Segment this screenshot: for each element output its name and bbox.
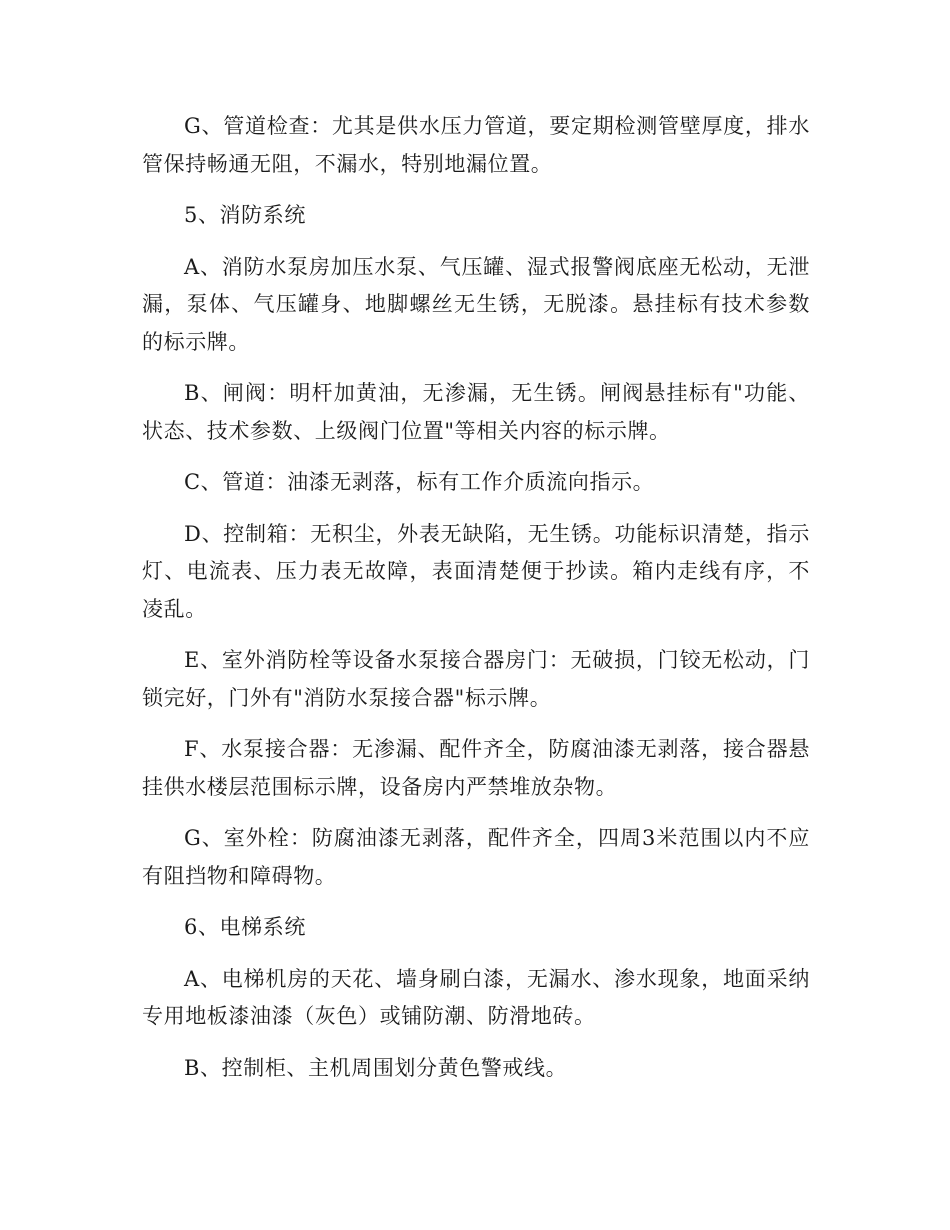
- paragraph-warning-line: B、控制柜、主机周围划分黄色警戒线。: [184, 1055, 568, 1080]
- paragraph-pipe-inspection: G、管道检查：尤其是供水压力管道，要定期检测管壁厚度，排水管保持畅通无阻，不漏水，特别地漏位置。: [142, 114, 810, 176]
- paragraph-fire-pump-room: A、消防水泵房加压水泵、气压罐、湿式报警阀底座无松动，无泄漏，泵体、气压罐身、地脚螺丝无生锈，无脱漆。悬挂标有技术参数的标示牌。: [142, 254, 810, 354]
- paragraph-elevator-machine-room: A、电梯机房的天花、墙身刷白漆，无漏水、渗水现象，地面采纳专用地板漆油漆（灰色）或铺防潮、防滑地砖。: [142, 966, 810, 1028]
- paragraph-pipes: C、管道：油漆无剥落，标有工作介质流向指示。: [184, 470, 655, 494]
- heading-elevator-system: 6、电梯系统: [184, 915, 306, 939]
- paragraph-control-box: D、控制箱：无积尘，外表无缺陷，无生锈。功能标识清楚，指示灯、电流表、压力表无故障，表面清楚便于抄读。箱内走线有序，不凌乱。: [142, 521, 810, 621]
- paragraph-outdoor-hydrant-door: E、室外消防栓等设备水泵接合器房门：无破损，门铰无松动，门锁完好，门外有"消防水泵接合器"标示牌。: [142, 648, 810, 710]
- paragraph-gate-valve: B、闸阀：明杆加黄油，无渗漏，无生锈。闸阀悬挂标有"功能、状态、技术参数、上级阀门位置"等相关内容的标示牌。: [142, 381, 810, 443]
- paragraph-pump-adapter: F、水泵接合器：无渗漏、配件齐全，防腐油漆无剥落，接合器悬挂供水楼层范围标示牌，设备房内严禁堆放杂物。: [142, 737, 810, 799]
- document-body: [142, 108, 810, 1101]
- paragraph-outdoor-hydrant: G、室外栓：防腐油漆无剥落，配件齐全，四周3米范围以内不应有阻挡物和障碍物。: [142, 826, 810, 888]
- heading-fire-system: 5、消防系统: [184, 203, 306, 227]
